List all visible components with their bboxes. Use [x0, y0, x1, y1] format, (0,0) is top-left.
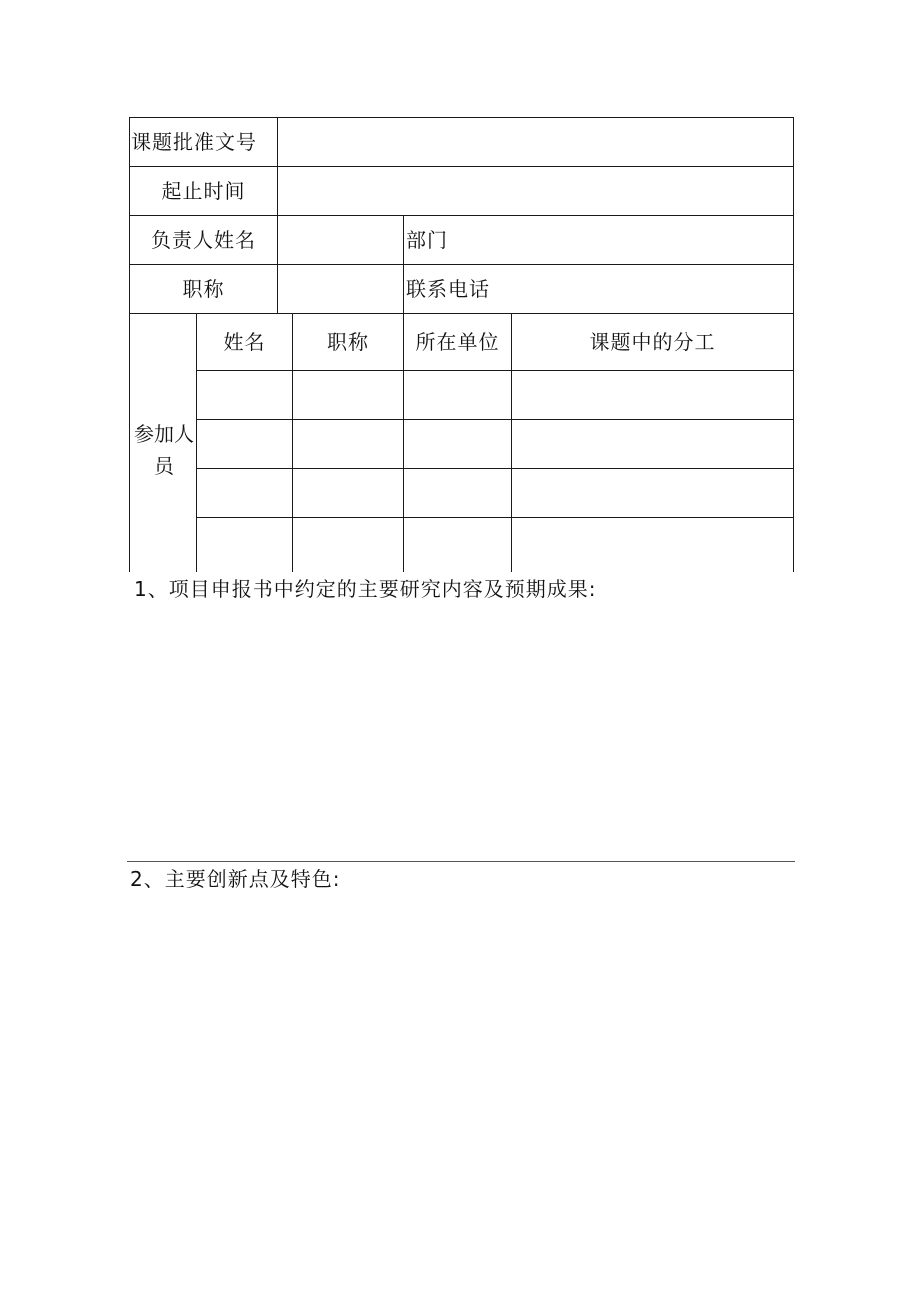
table-line: [277, 117, 278, 313]
phone-label: 联系电话: [406, 277, 490, 301]
department-field[interactable]: [460, 217, 792, 263]
period-field[interactable]: [279, 168, 792, 214]
section-1-content-area[interactable]: [129, 608, 794, 858]
participant-cell[interactable]: [198, 372, 291, 418]
leader-name-label: 负责人姓名: [151, 228, 256, 252]
table-line: [129, 117, 794, 118]
participant-cell[interactable]: [405, 421, 510, 467]
participant-cell[interactable]: [405, 372, 510, 418]
participant-cell[interactable]: [513, 372, 792, 418]
section-1-title: 1、项目申报书中约定的主要研究内容及预期成果:: [134, 577, 597, 601]
section-2-title: 2、主要创新点及特色:: [130, 867, 341, 891]
participant-cell[interactable]: [294, 470, 402, 516]
table-line: [196, 468, 794, 469]
participant-cell[interactable]: [198, 519, 291, 571]
table-line: [129, 264, 794, 265]
participant-cell[interactable]: [294, 372, 402, 418]
title-label: 职称: [182, 277, 225, 301]
title-field[interactable]: [279, 266, 402, 312]
header-title: 职称: [327, 330, 369, 354]
table-line: [403, 215, 404, 313]
phone-field[interactable]: [500, 266, 792, 312]
section-divider: [127, 861, 795, 862]
participant-cell[interactable]: [513, 519, 792, 571]
table-line: [129, 166, 794, 167]
table-line: [129, 215, 794, 216]
participant-cell[interactable]: [198, 421, 291, 467]
table-line: [793, 117, 794, 572]
approval-no-label: 课题批准文号: [131, 130, 257, 154]
department-label: 部门: [406, 228, 448, 252]
participant-cell[interactable]: [294, 519, 402, 571]
section-2-content-area[interactable]: [129, 900, 794, 1260]
participant-cell[interactable]: [294, 421, 402, 467]
header-role: 课题中的分工: [589, 330, 716, 354]
approval-no-field[interactable]: [279, 119, 792, 165]
table-line: [196, 370, 794, 371]
table-line: [196, 419, 794, 420]
participant-cell[interactable]: [198, 470, 291, 516]
period-label: 起止时间: [161, 179, 246, 203]
participants-label: 参加人员: [134, 422, 194, 478]
participant-cell[interactable]: [513, 470, 792, 516]
table-line: [129, 313, 794, 314]
header-name: 姓名: [223, 330, 266, 354]
leader-name-field[interactable]: [279, 217, 402, 263]
participant-cell[interactable]: [405, 470, 510, 516]
header-unit: 所在单位: [415, 330, 500, 354]
participant-cell[interactable]: [513, 421, 792, 467]
table-line: [196, 517, 794, 518]
participant-cell[interactable]: [405, 519, 510, 571]
